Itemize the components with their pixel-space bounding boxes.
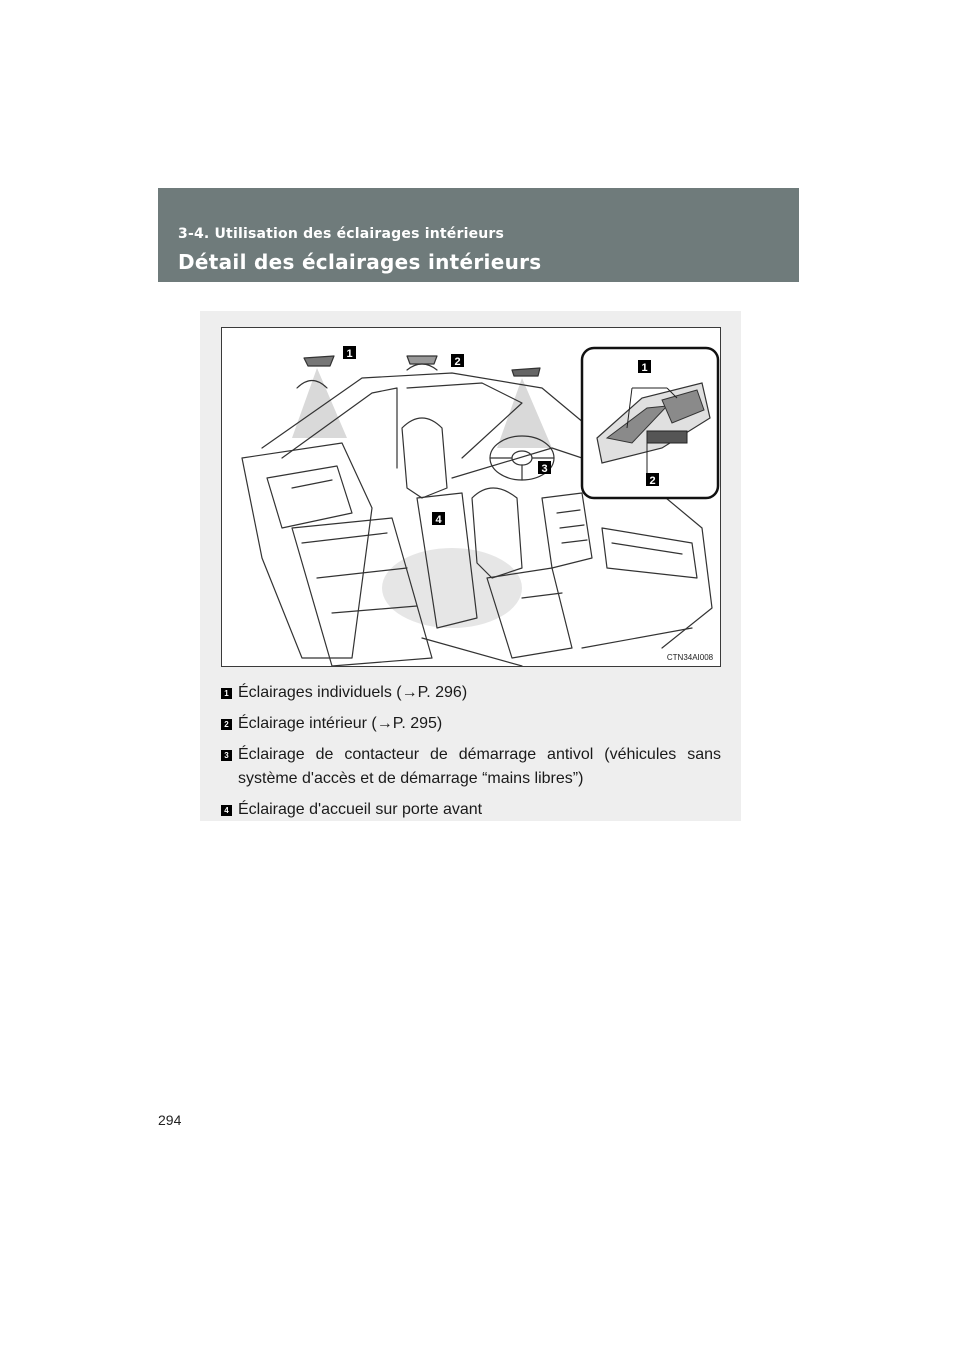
section-label: 3-4. Utilisation des éclairages intérieurs <box>178 226 505 242</box>
content-box <box>200 311 741 821</box>
svg-text:2: 2 <box>454 356 461 368</box>
legend-badge: 2 <box>221 719 232 730</box>
svg-text:1: 1 <box>346 348 353 360</box>
legend-badge: 1 <box>221 688 232 699</box>
page-title: Détail des éclairages intérieurs <box>178 250 542 274</box>
figure-code: CTN34AI008 <box>666 653 714 662</box>
legend-badge: 3 <box>221 750 232 761</box>
legend-text: Éclairage intérieur (→P. 295) <box>238 715 443 732</box>
legend-item <box>221 681 721 705</box>
legend-item <box>221 743 721 791</box>
callout-1 <box>343 346 356 360</box>
callout-inset-2 <box>646 473 659 487</box>
callout-4 <box>432 512 445 526</box>
svg-text:2: 2 <box>649 475 656 487</box>
legend-text: Éclairage de contacteur de démarrage antivol (véhicules sans système d'accès et de démarrage “mains libres”) <box>238 746 721 787</box>
legend-text: Éclairages individuels (→P. 296) <box>238 684 468 701</box>
legend-text: Éclairage d'accueil sur porte avant <box>238 801 483 818</box>
svg-text:1: 1 <box>641 362 648 374</box>
section-header <box>158 188 799 282</box>
legend-badge: 4 <box>221 805 232 816</box>
callout-inset-1 <box>638 360 651 374</box>
page-number: 294 <box>158 1112 182 1128</box>
callout-3 <box>538 461 551 475</box>
legend-item <box>221 798 721 822</box>
callout-2 <box>451 354 464 368</box>
svg-text:3: 3 <box>541 463 548 475</box>
legend-item <box>221 712 721 736</box>
car-interior-illustration <box>221 327 721 667</box>
svg-text:4: 4 <box>435 514 442 526</box>
legend-list <box>221 681 721 829</box>
